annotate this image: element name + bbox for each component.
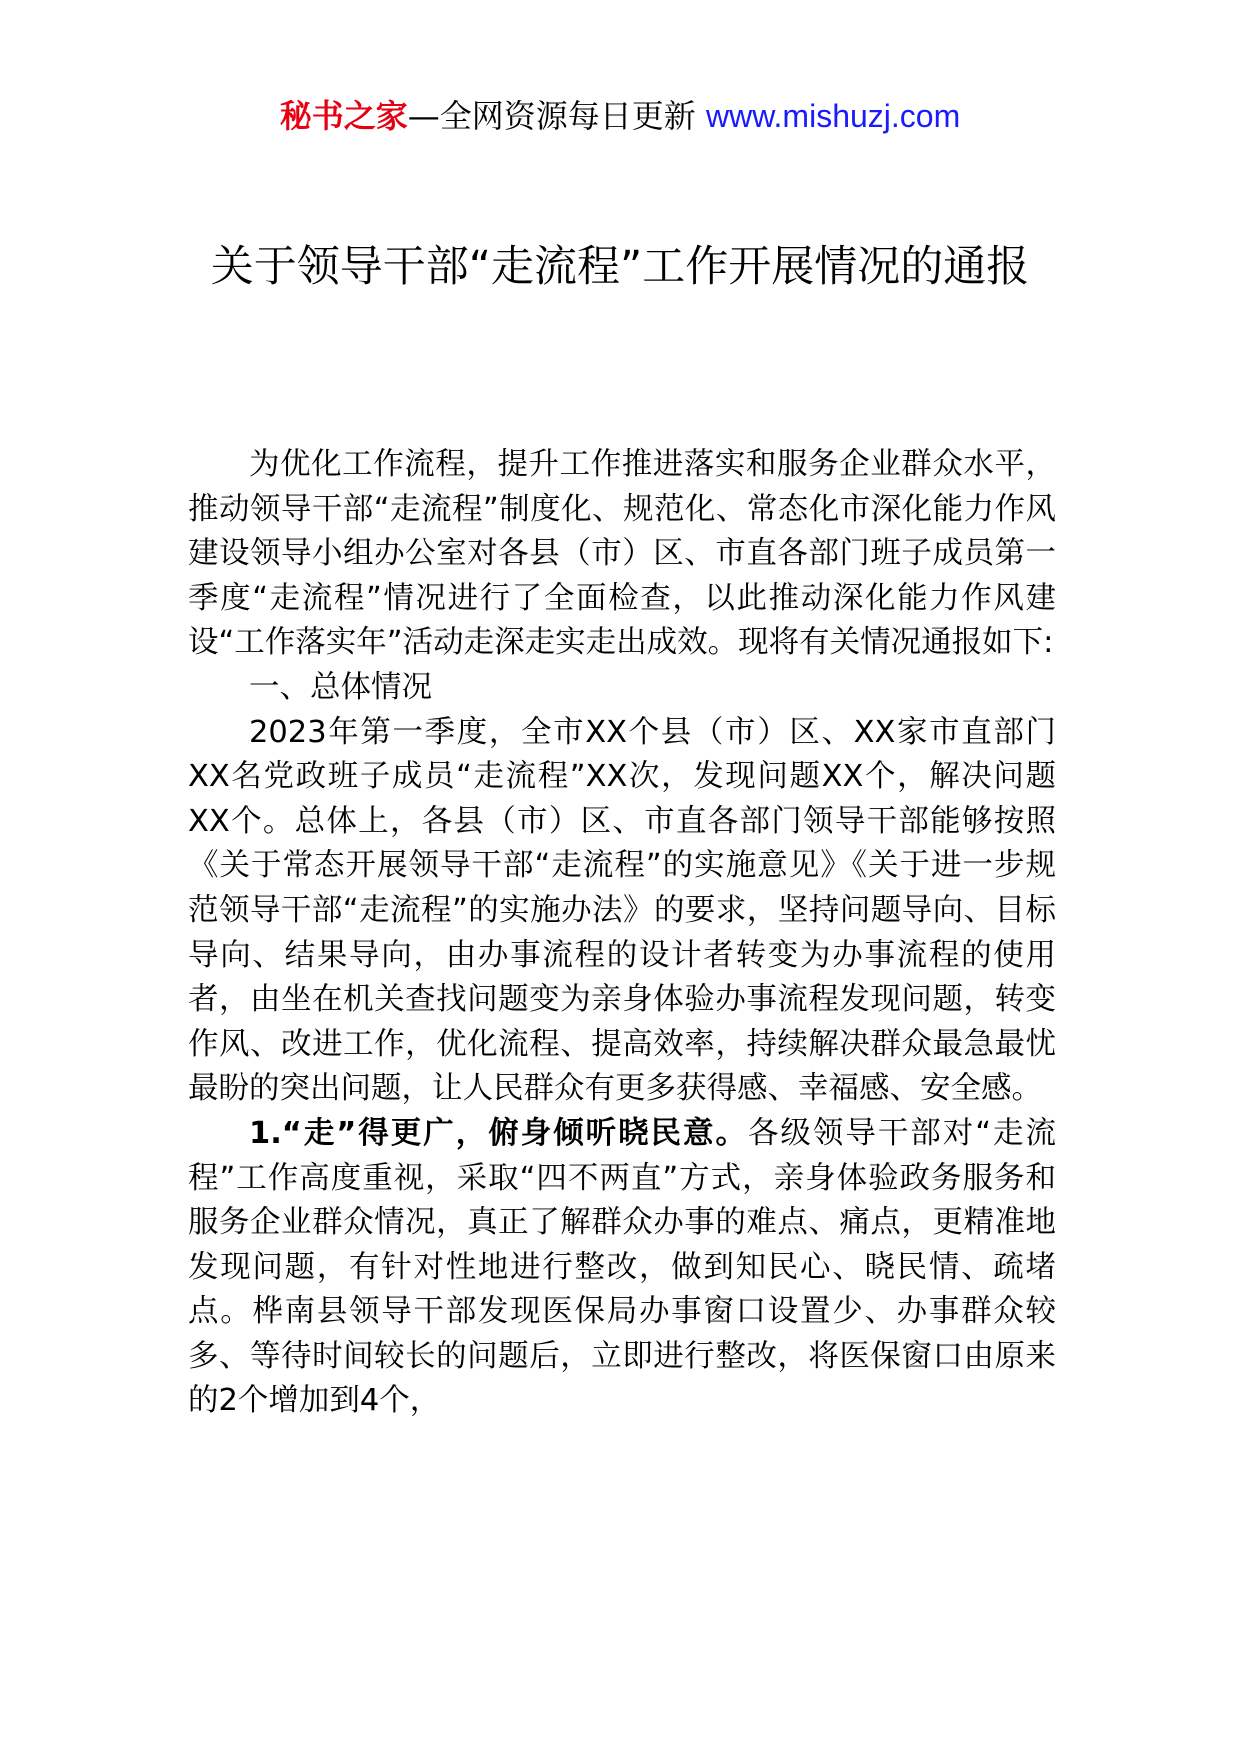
overview-paragraph: 2023年第一季度，全市XX个县（市）区、XX家市直部门XX名党政班子成员“走流程”XX次，发现问题XX个，解决问题XX个。总体上，各县（市）区、市直各部门领导干部能够按照《关于常态开展领导干部“走流程”的实施意见》《关于进一步规范领导干部“走流程”的实施办法》的要求，坚持问题导向、目标导向、结果导向，由办事流程的设计者转变为办事流程的使用者，由坐在机关查找问题变为亲身体验办事流程发现问题，转变作风、改进工作，优化流程、提高效率，持续解决群众最急最忧最盼的突出问题，让人民群众有更多获得感、幸福感、安全感。 [188,714,1056,1107]
document-body [188,443,1056,1424]
site-url[interactable]: www.mishuzj.com [705,98,961,134]
document-title: 关于领导干部“走流程”工作开展情况的通报 [210,242,1030,292]
brand-name: 秘书之家 [279,97,408,135]
header-tagline: —全网资源每日更新 [407,97,696,135]
point-body: 各级领导干部对“走流程”工作高度重视，采取“四不两直”方式，亲身体验政务服务和服务企业群众情况，真正了解群众办事的难点、痛点，更精准地发现问题，有针对性地进行整改，做到知民心、晓民情、疏堵点。桦南县领导干部发现医保局办事窗口设置少、办事群众较多、等待时间较长的问题后，立即进行整改，将医保窗口由原来的2个增加到4个， [188,1115,1056,1419]
section-heading: 一、总体情况 [249,669,432,705]
header-banner [0,96,1240,136]
point-paragraph [188,1112,1056,1424]
point-heading: 1.“走”得更广，俯身倾听晓民意。 [249,1115,748,1151]
intro-paragraph: 为优化工作流程，提升工作推进落实和服务企业群众水平，推动领导干部“走流程”制度化、规范化、常态化市深化能力作风建设领导小组办公室对各县（市）区、市直各部门班子成员第一季度“走流程”情况进行了全面检查，以此推动深化能力作风建设“工作落实年”活动走深走实走出成效。现将有关情况通报如下: [188,447,1056,661]
